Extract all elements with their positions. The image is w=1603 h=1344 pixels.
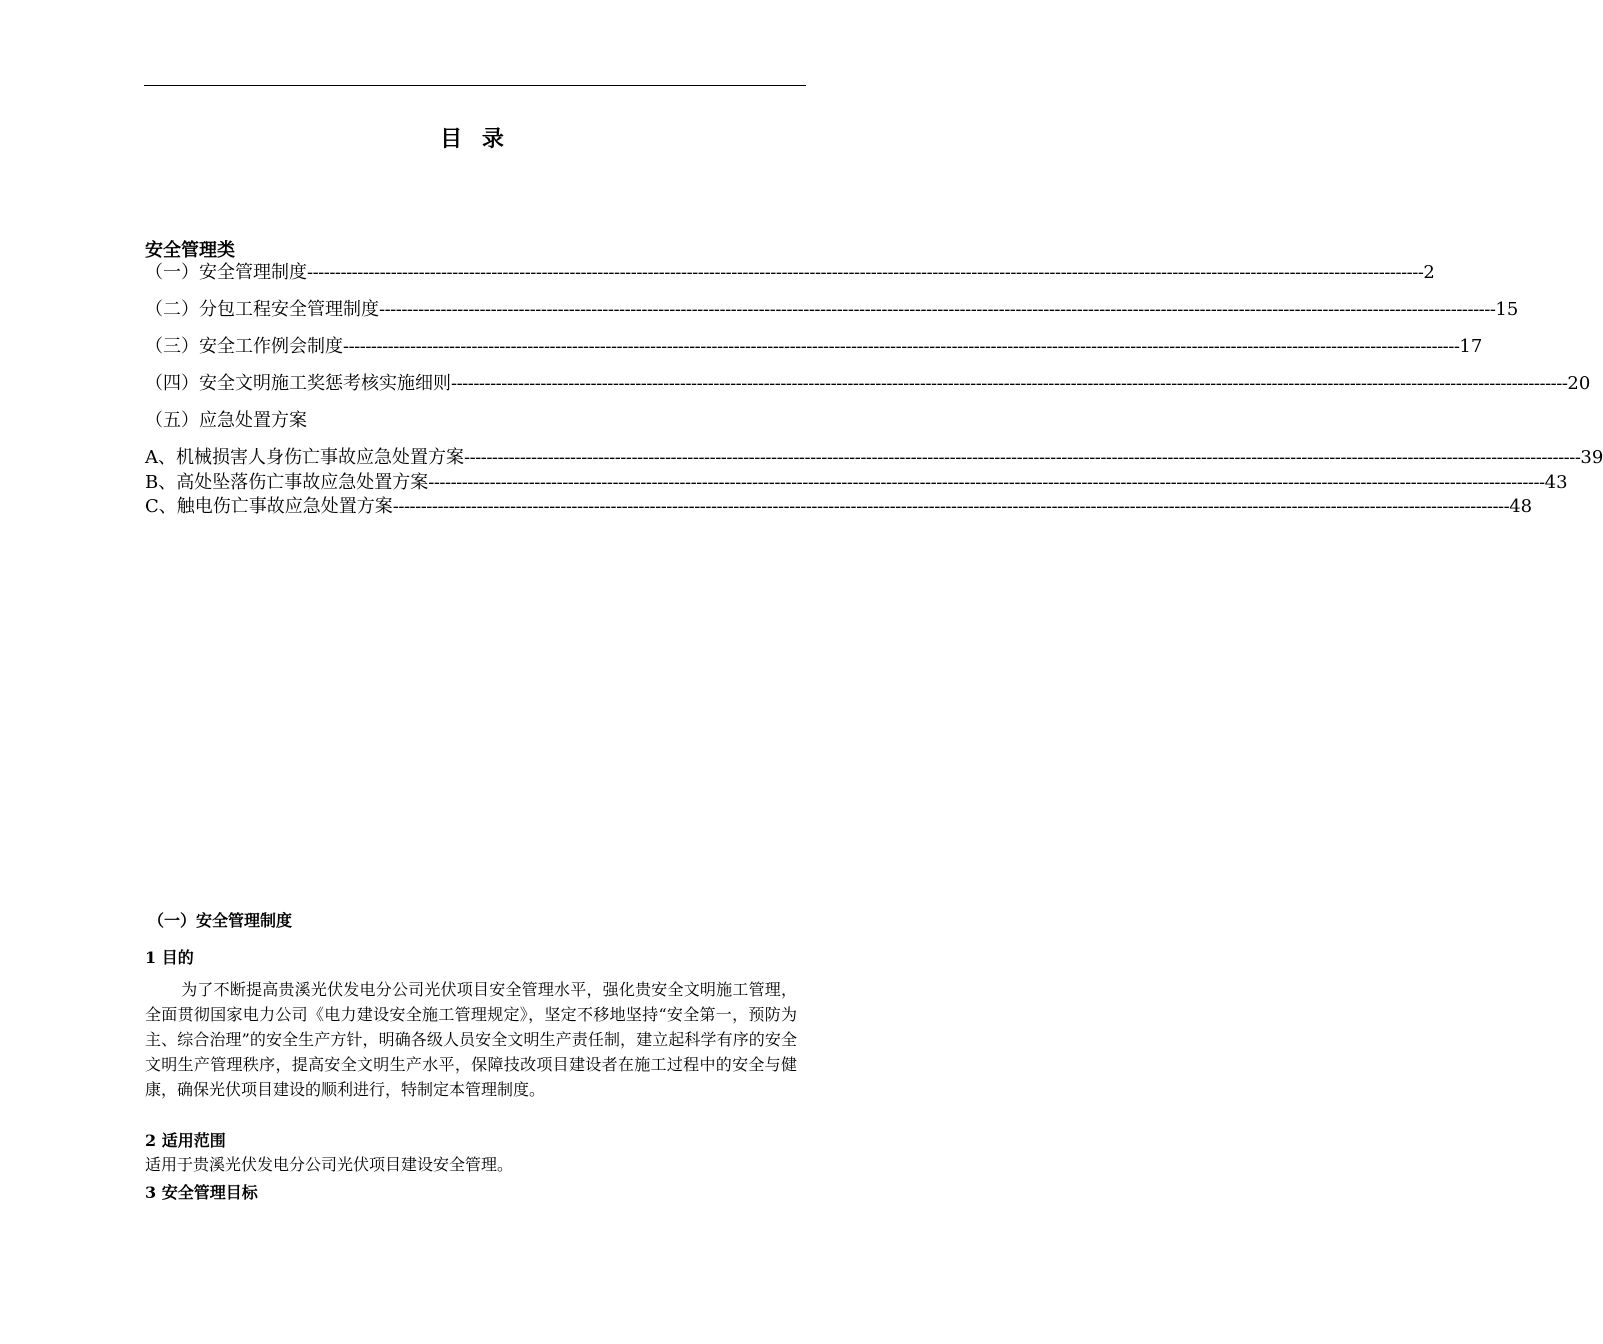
scope-heading: 2 适用范围 [145,1131,226,1150]
toc-entry-label: （四）安全文明施工奖惩考核实施细则 [145,373,451,394]
toc-leader: -------------------------------------------------------------------------------------------------------------------------------------------------------------------------------------------------------- [343,336,1460,357]
toc-entry-page: 48 [1509,496,1533,517]
toc-leader: -------------------------------------------------------------------------------------------------------------------------------------------------------------------------------------------------------- [392,496,1510,517]
header-rule [144,85,806,86]
toc-entry-page: 43 [1544,472,1568,493]
toc-entry[interactable] [145,496,1533,518]
toc-entry-label: （一）安全管理制度 [145,262,307,283]
toc-category: 安全管理类 [145,240,235,261]
toc-leader: -------------------------------------------------------------------------------------------------------------------------------------------------------------------------------------------------------- [307,262,1424,283]
toc-entry-page: 2 [1423,262,1435,283]
toc-entry[interactable] [145,299,1519,321]
toc-leader: -------------------------------------------------------------------------------------------------------------------------------------------------------------------------------------------------------- [451,373,1568,394]
toc-entry[interactable] [145,472,1568,494]
toc-entry-label: B、高处坠落伤亡事故应急处置方案 [145,472,429,493]
toc-entry-page: 20 [1567,373,1591,394]
toc-entry-label: C、触电伤亡事故应急处置方案 [145,496,393,517]
toc-entry-page: 17 [1459,336,1483,357]
toc-leader: -------------------------------------------------------------------------------------------------------------------------------------------------------------------------------------------------------- [428,472,1545,493]
toc-entry[interactable] [145,410,755,432]
purpose-paragraph [145,977,797,1102]
toc-entry[interactable] [145,447,1603,469]
toc-entry-label: （三）安全工作例会制度 [145,336,343,357]
toc-leader: -------------------------------------------------------------------------------------------------------------------------------------------------------------------------------------------------------- [379,299,1496,320]
toc-title: 目 录 [440,126,510,152]
toc-entry-label: （二）分包工程安全管理制度 [145,299,379,320]
toc-entry[interactable] [145,262,1435,284]
toc-entry-page: 39 [1580,447,1603,468]
toc-leader: -------------------------------------------------------------------------------------------------------------------------------------------------------------------------------------------------------- [464,447,1581,468]
toc-entry-label: A、机械损害人身伤亡事故应急处置方案 [145,447,464,468]
toc-entry-page: 15 [1495,299,1519,320]
purpose-text: 为了不断提高贵溪光伏发电分公司光伏项目安全管理水平，强化贵安全文明施工管理，全面贯彻国家电力公司《电力建设安全施工管理规定》，坚定不移地坚持“安全第一，预防为主、综合治理”的安全生产方针，明确各级人员安全文明生产责任制，建立起科学有序的安全文明生产管理秩序，提高安全文明生产水平，保障技改项目建设者在施工过程中的安全与健康，确保光伏项目建设的顺利进行，特制定本管理制度。 [145,980,797,1099]
toc-entry-label: （五）应急处置方案 [145,410,307,431]
toc-entry[interactable] [145,373,1591,395]
scope-paragraph: 适用于贵溪光伏发电分公司光伏项目建设安全管理。 [145,1155,514,1174]
section-heading: （一）安全管理制度 [148,911,293,930]
toc-entry[interactable] [145,336,1483,358]
purpose-heading: 1 目的 [145,948,194,967]
goal-heading: 3 安全管理目标 [145,1183,258,1202]
